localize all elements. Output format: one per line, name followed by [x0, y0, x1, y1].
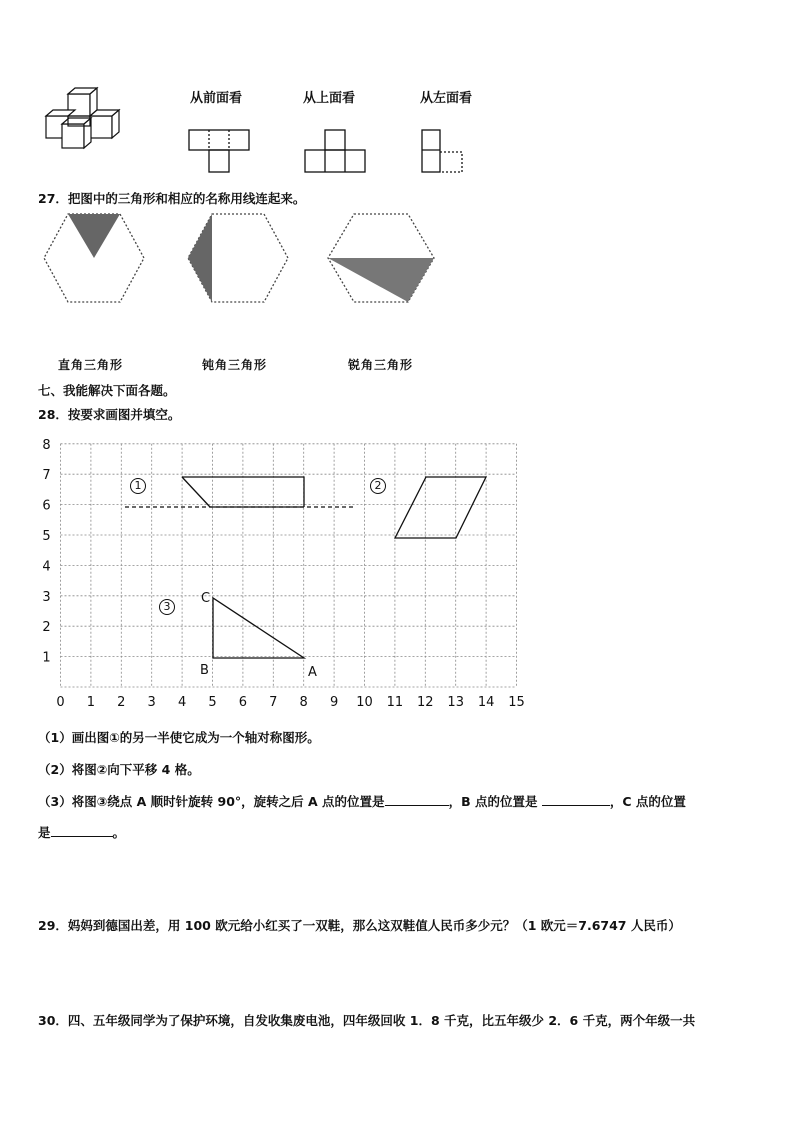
- answer-blank-b[interactable]: [542, 793, 610, 806]
- q28-sub-3-cont: 是 。: [38, 825, 126, 840]
- left-view-drawing: [420, 128, 466, 174]
- top-view-label: 从上面看: [303, 91, 356, 106]
- front-view-drawing: [187, 128, 253, 174]
- y-tick-label: 7: [42, 468, 51, 484]
- x-tick-label: 0: [56, 695, 65, 710]
- x-tick-label: 7: [269, 695, 278, 710]
- x-tick-label: 13: [447, 695, 464, 710]
- figure-3-number: 3: [163, 600, 171, 613]
- question-27: 27．把图中的三角形和相应的名称用线连起来。: [38, 191, 306, 206]
- x-tick-label: 14: [477, 695, 495, 710]
- question-29: 29．妈妈到德国出差，用 100 欧元给小红买了一双鞋，那么这双鞋值人民币多少元？（1 欧元＝7.6747 人民币）: [38, 918, 681, 933]
- question-28: 28．按要求画图并填空。: [38, 407, 181, 422]
- answer-blank-c[interactable]: [51, 824, 113, 837]
- y-tick-label: 8: [42, 437, 51, 453]
- obtuse-triangle-label: 钝角三角形: [202, 358, 268, 372]
- x-tick-label: 6: [238, 695, 248, 710]
- answer-blank-a[interactable]: [385, 793, 449, 806]
- x-tick-label: 1: [86, 695, 96, 710]
- coordinate-grid: [30, 436, 540, 716]
- front-view-label: 从前面看: [190, 91, 243, 106]
- x-tick-label: 4: [177, 695, 187, 710]
- q28-sub-2: （2）将图②向下平移 4 格。: [38, 762, 200, 777]
- q28-sub-1: （1）画出图①的另一半使它成为一个轴对称图形。: [38, 730, 320, 745]
- x-tick-label: 5: [208, 695, 217, 710]
- x-tick-label: 3: [147, 695, 156, 710]
- hexagon-2: [186, 212, 290, 304]
- hexagon-3: [326, 212, 436, 304]
- section-7-heading: 七、我能解决下面各题。: [38, 383, 176, 398]
- x-tick-label: 11: [386, 695, 404, 710]
- hexagon-1: [42, 212, 146, 304]
- point-b-label: B: [200, 663, 209, 678]
- x-tick-label: 2: [117, 695, 126, 710]
- cube-stack-figure: [38, 84, 130, 156]
- y-tick-label: 2: [42, 620, 51, 636]
- x-tick-label: 15: [508, 695, 525, 710]
- point-c-label: C: [201, 591, 211, 606]
- x-tick-label: 8: [299, 695, 308, 710]
- x-tick-label: 10: [356, 695, 373, 710]
- acute-triangle-label: 锐角三角形: [348, 358, 414, 372]
- y-tick-label: 3: [42, 589, 51, 605]
- y-tick-label: 5: [42, 529, 51, 544]
- y-tick-label: 4: [42, 559, 51, 575]
- y-tick-label: 6: [42, 498, 51, 514]
- x-tick-label: 12: [417, 695, 434, 710]
- point-a-label: A: [308, 665, 317, 680]
- question-30: 30．四、五年级同学为了保护环境，自发收集废电池，四年级回收 1．8 千克，比五年级少 2．6 千克，两个年级一共: [38, 1013, 696, 1028]
- figure-2-number: 2: [374, 479, 382, 492]
- figure-1-number: 1: [134, 479, 142, 492]
- y-tick-label: 1: [42, 650, 51, 666]
- left-view-label: 从左面看: [420, 91, 473, 106]
- q28-sub-3: （3）将图③绕点 A 顺时针旋转 90°，旋转之后 A 点的位置是 ，B 点的位置是 ，C 点的位置: [38, 794, 686, 809]
- x-tick-label: 9: [329, 695, 339, 710]
- top-view-drawing: [303, 128, 369, 174]
- right-triangle-label: 直角三角形: [58, 358, 124, 372]
